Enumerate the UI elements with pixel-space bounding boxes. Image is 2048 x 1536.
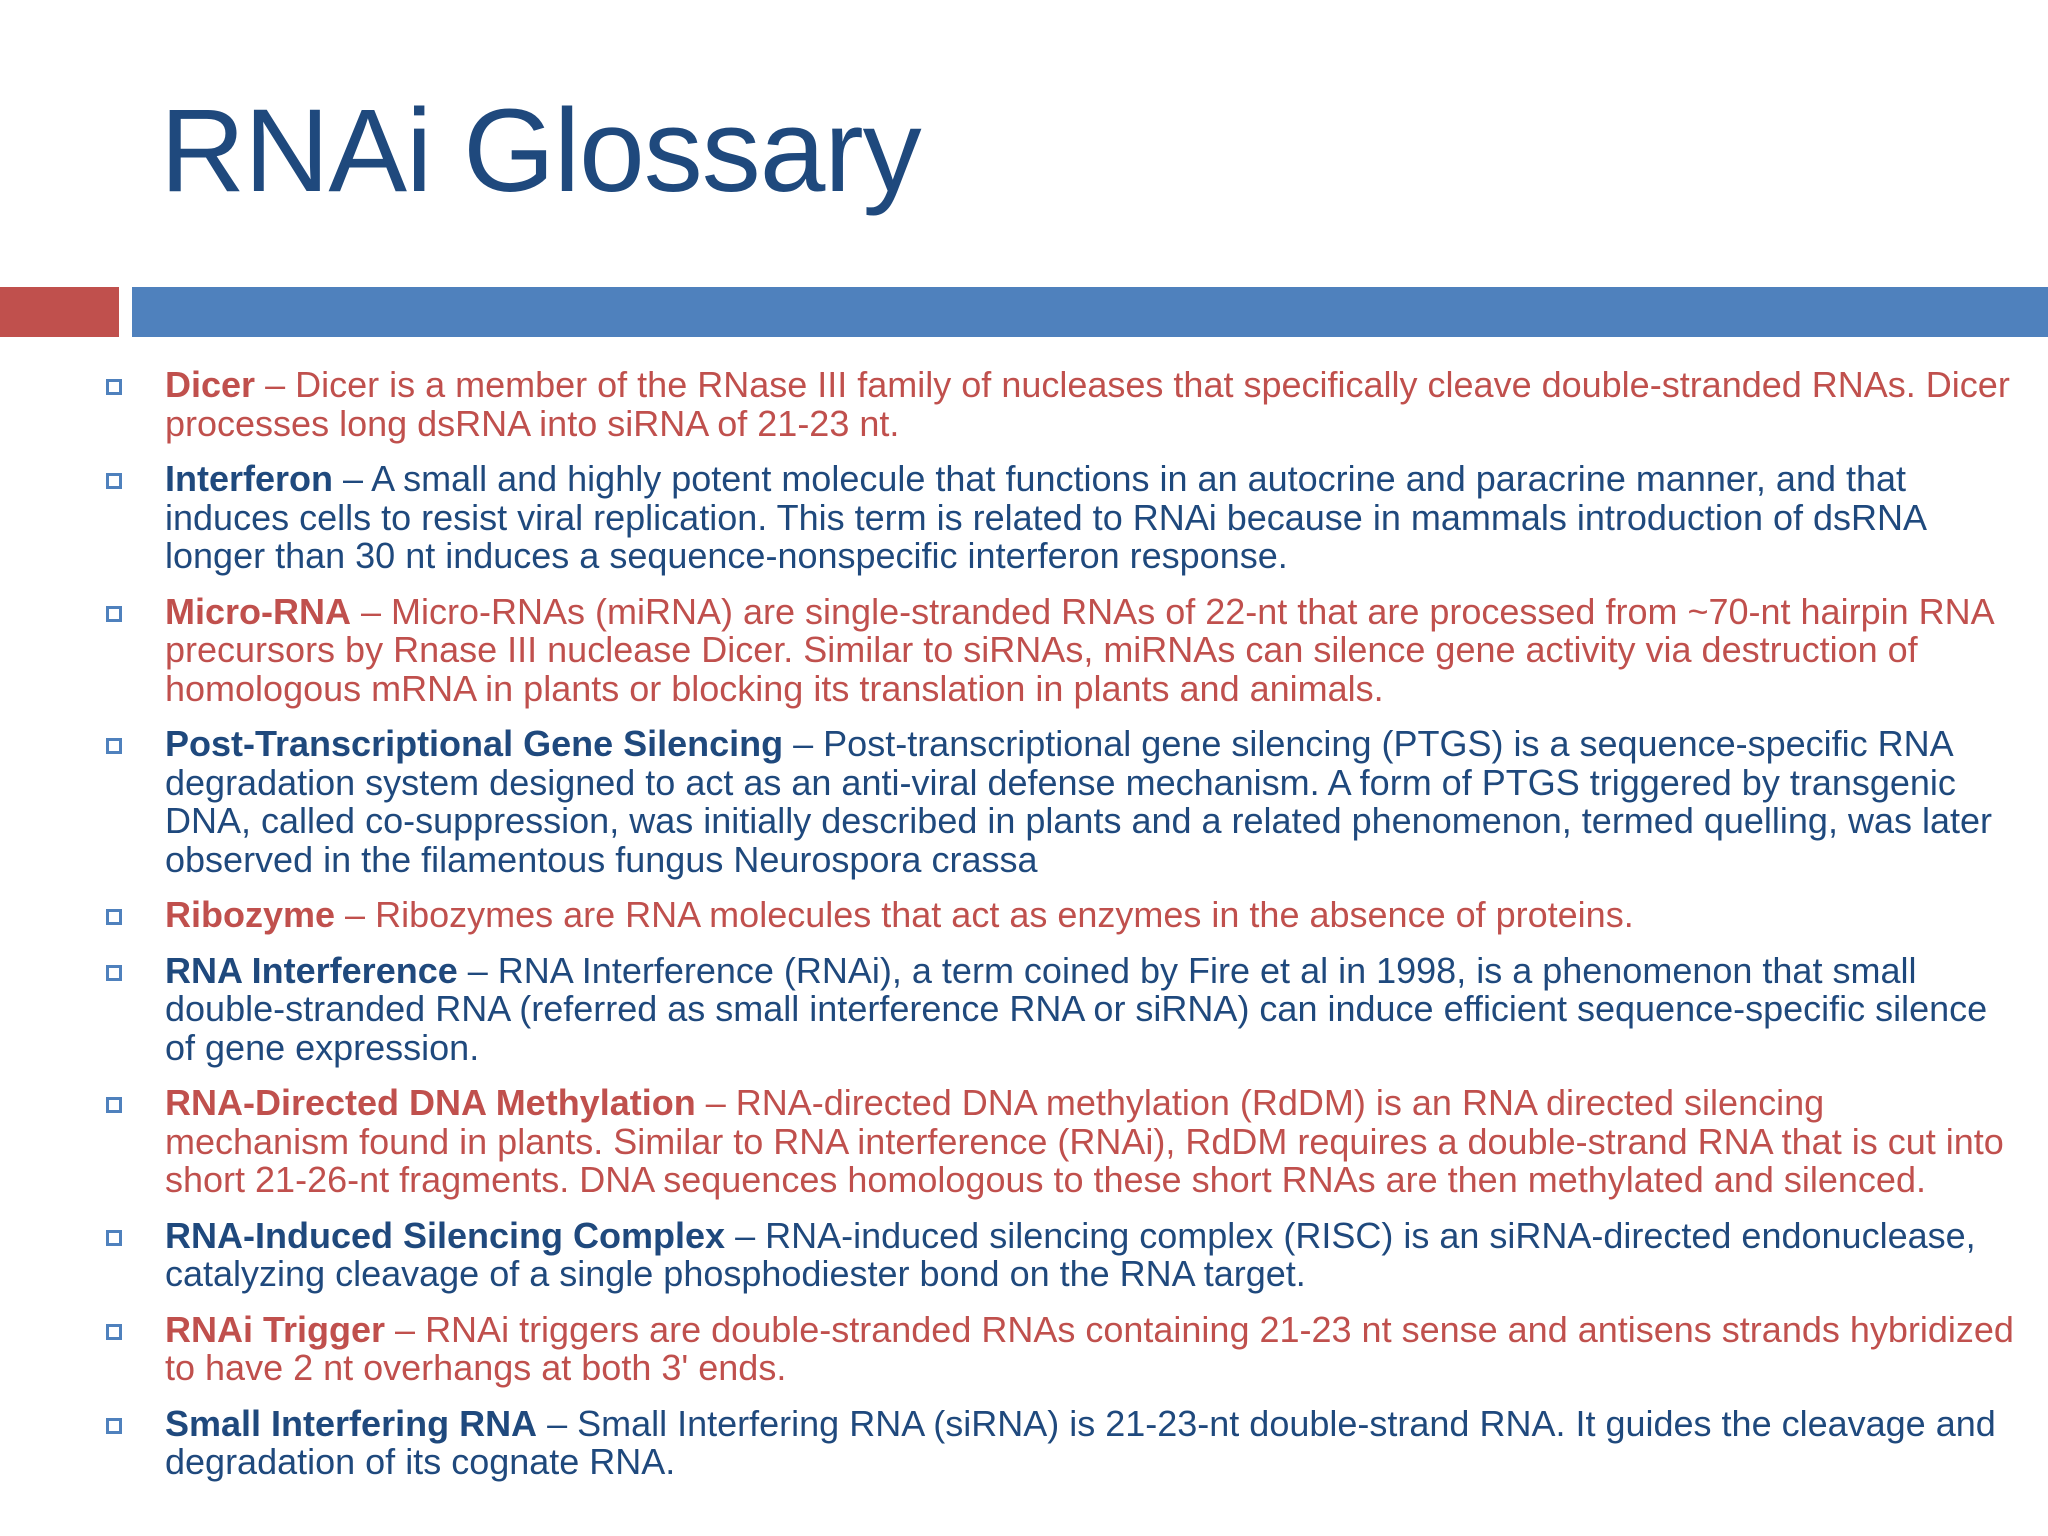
blue-accent-bar (132, 287, 2048, 337)
glossary-entry-ptgs (0, 725, 2048, 879)
glossary-term: Ribozyme (165, 894, 336, 935)
term-dash: – (255, 366, 296, 405)
square-bullet-icon (106, 738, 122, 754)
square-bullet-icon (106, 909, 122, 925)
square-bullet-icon (106, 1418, 122, 1434)
glossary-term: Dicer (165, 366, 256, 405)
glossary-definition: Dicer is a member of the RNase III family of nucleases that specifically cleave double-stranded RNAs. Dicer processes long dsRNA into siRNA of 21-23 nt. (165, 366, 2010, 444)
red-accent-bar (0, 287, 119, 337)
glossary-term: RNAi Trigger (165, 1308, 386, 1350)
glossary-entry-interferon (0, 460, 2048, 576)
term-dash: – (537, 1402, 578, 1444)
slide-title: RNAi Glossary (160, 85, 921, 217)
glossary-entry-dicer (0, 366, 2048, 443)
square-bullet-icon (106, 606, 122, 622)
glossary-term: Interferon (165, 458, 334, 499)
term-dash: – (335, 894, 376, 935)
term-dash: – (333, 458, 372, 499)
term-dash: – (457, 949, 498, 991)
square-bullet-icon (106, 1324, 122, 1340)
glossary-definition: Post-transcriptional gene silencing (PTGS) is a sequence-specific RNA degradation system designed to act as an anti-viral defense mechanism. A form of PTGS triggered by transgenic DNA, called co-suppression, was initially described in plants and a related phenomenon, termed quelling, was later observed in the filamentous fungus Neurospora crassa (165, 723, 1992, 880)
square-bullet-icon (106, 1230, 122, 1246)
term-dash: – (695, 1082, 736, 1123)
glossary-definition: Micro-RNAs (miRNA) are single-stranded RNAs of 22-nt that are processed from ~70-nt hairpin RNA precursors by Rnase III nuclease Dicer. Similar to siRNAs, miRNAs can silence gene activity via destruction of homologous mRNA in plants or blocking its translation in plants and animals. (165, 590, 1993, 709)
glossary-entry-rddm (0, 1084, 2048, 1200)
term-dash: – (783, 723, 824, 764)
term-dash: – (351, 590, 392, 632)
glossary-definition: A small and highly potent molecule that functions in an autocrine and paracrine manner, and that induces cells to resist viral replication. This term is related to RNAi because in mammals introduction of dsRNA longer than 30 nt induces a sequence-nonspecific interferon response. (165, 458, 1926, 576)
glossary-definition: RNA-induced silencing complex (RISC) is an siRNA-directed endonuclease, catalyzing cleavage of a single phosphodiester bond on the RNA target. (165, 1214, 1976, 1294)
glossary-term: Small Interfering RNA (165, 1402, 538, 1444)
glossary-entry-risc (0, 1214, 2048, 1294)
glossary-term: RNA-Induced Silencing Complex (165, 1214, 726, 1256)
square-bullet-icon (106, 1097, 122, 1113)
glossary-definition: RNA Interference (RNAi), a term coined by Fire et al in 1998, is a phenomenon that small double-stranded RNA (referred as small interference RNA or siRNA) can induce efficient sequence-specific silence of gene expression. (165, 949, 1988, 1068)
glossary-definition: RNA-directed DNA methylation (RdDM) is an RNA directed silencing mechanism found in plants. Similar to RNA interference (RNAi), RdDM requires a double-strand RNA that is cut into short 21-26-nt fragments. DNA sequences homologous to these short RNAs are then methylated and silenced. (165, 1082, 2004, 1200)
glossary-term: RNA Interference (165, 949, 458, 991)
glossary-definition: RNAi triggers are double-stranded RNAs containing 21-23 nt sense and antisens strands hybridized to have 2 nt overhangs at both 3' ends. (165, 1308, 2014, 1388)
square-bullet-icon (106, 965, 122, 981)
square-bullet-icon (106, 379, 122, 395)
term-dash: – (385, 1308, 426, 1350)
glossary-term: Micro-RNA (165, 590, 351, 632)
glossary-term: Post-Transcriptional Gene Silencing (165, 723, 784, 764)
glossary-term: RNA-Directed DNA Methylation (165, 1082, 696, 1123)
glossary-definition: Ribozymes are RNA molecules that act as enzymes in the absence of proteins. (375, 894, 1634, 935)
term-dash: – (725, 1214, 766, 1256)
glossary-entry-rnai-trigger (0, 1308, 2048, 1388)
glossary-entry-ribozyme (0, 896, 2048, 935)
glossary-entry-sirna (0, 1402, 2048, 1482)
glossary-list (0, 366, 2048, 1536)
square-bullet-icon (106, 473, 122, 489)
glossary-entry-micro-rna (0, 590, 2048, 709)
glossary-definition: Small Interfering RNA (siRNA) is 21-23-nt double-strand RNA. It guides the cleavage and degradation of its cognate RNA. (165, 1402, 1996, 1482)
glossary-entry-rna-interference (0, 949, 2048, 1068)
